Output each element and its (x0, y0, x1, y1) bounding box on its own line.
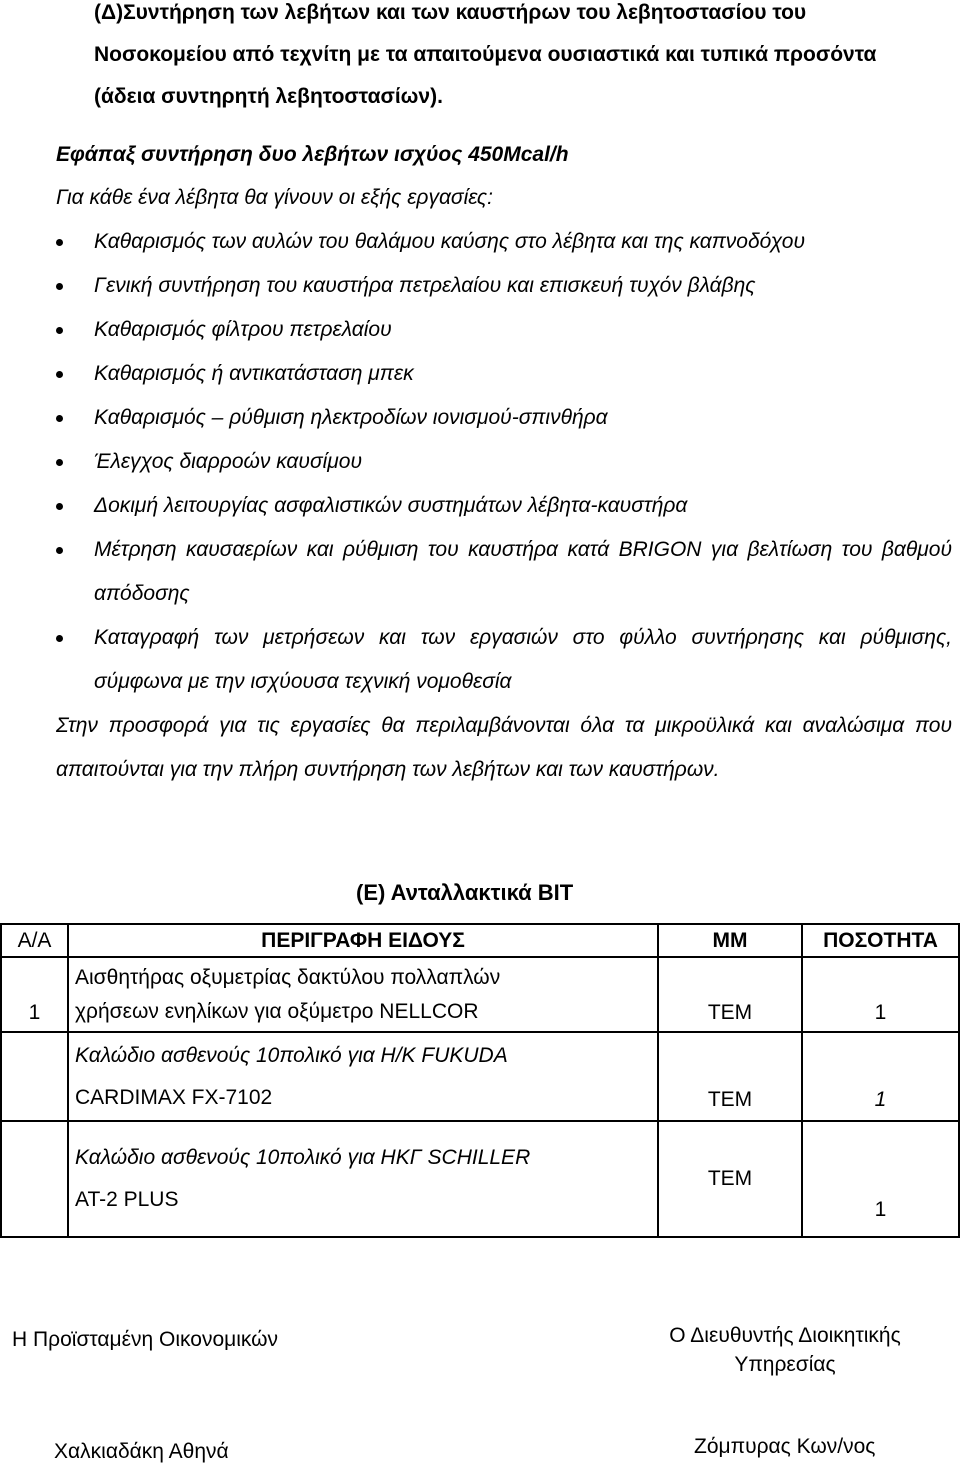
signature-left-title: Η Προϊσταμένη Οικονομικών (12, 1328, 279, 1351)
intro-line-3: (άδεια συντηρητή λεβητοστασίων). (94, 85, 443, 108)
offer-note: Στην προσφορά για τις εργασίες θα περιλαμβάνονται όλα τα μικροϋλικά και αναλώσιμα που απαιτούνται για την πλήρη συντήρηση των λεβήτων και των καυστήρων. (56, 714, 952, 781)
list-item (56, 616, 952, 704)
task-text: Γενική συντήρηση του καυστήρα πετρελαίου και επισκευή τυχόν βλάβης (94, 274, 756, 297)
task-text: Δοκιμή λειτουργίας ασφαλιστικών συστημάτων λέβητα-καυστήρα (94, 494, 688, 517)
bullet-icon (56, 327, 63, 334)
task-list (56, 220, 952, 704)
task-text: Μέτρηση καυσαερίων και ρύθμιση του καυστήρα κατά BRIGON για βελτίωση του βαθμού απόδοσης (94, 538, 952, 605)
col-header-desc: ΠΕΡΙΓΡΑΦΗ ΕΙΔΟΥΣ (68, 924, 658, 957)
list-item (56, 220, 952, 264)
cell-mm: ΤΕΜ (658, 957, 802, 1032)
desc-line: CARDIMAX FX-7102 (75, 1085, 273, 1109)
bullet-icon (56, 415, 63, 422)
signature-right-title (640, 1321, 930, 1379)
task-text: Καθαρισμός φίλτρου πετρελαίου (94, 318, 392, 341)
table-row (1, 957, 959, 1032)
cell-desc (68, 1121, 658, 1237)
signature-right-name: Ζόμπυρας Κων/νος (694, 1435, 876, 1458)
bullet-icon (56, 239, 63, 246)
desc-line: Αισθητήρας οξυμετρίας δακτύλου πολλαπλών (75, 965, 501, 989)
desc-line: χρήσεων ενηλίκων για οξύμετρο NELLCOR (75, 999, 479, 1023)
maintenance-subheading: Για κάθε ένα λέβητα θα γίνουν οι εξής εργασίες: (56, 186, 493, 209)
bullet-icon (56, 635, 63, 642)
cell-aa: 1 (1, 957, 68, 1032)
bullet-icon (56, 459, 63, 466)
cell-desc (68, 1032, 658, 1121)
intro-paragraph (94, 0, 924, 118)
maintenance-heading: Εφάπαξ συντήρηση δυο λεβήτων ισχύος 450Mcal/h (56, 143, 569, 166)
task-text: Καθαρισμός ή αντικατάσταση μπεκ (94, 362, 414, 385)
task-text: Έλεγχος διαρροών καυσίμου (94, 450, 363, 473)
cell-aa (1, 1121, 68, 1237)
signature-right-title-line-2: Υπηρεσίας (734, 1353, 836, 1376)
list-item (56, 352, 952, 396)
parts-table (0, 923, 960, 1238)
col-header-mm: ΜΜ (658, 924, 802, 957)
list-item (56, 396, 952, 440)
bullet-icon (56, 283, 63, 290)
table-header-row (1, 924, 959, 957)
list-item (56, 484, 952, 528)
col-header-qty: ΠΟΣΟΤΗΤΑ (802, 924, 959, 957)
cell-aa (1, 1032, 68, 1121)
task-text: Καθαρισμός – ρύθμιση ηλεκτροδίων ιονισμού-σπινθήρα (94, 406, 608, 429)
cell-qty: 1 (802, 957, 959, 1032)
cell-qty: 1 (802, 1032, 959, 1121)
list-item (56, 308, 952, 352)
desc-line: AT-2 PLUS (75, 1188, 179, 1211)
cell-qty: 1 (802, 1121, 959, 1237)
bullet-icon (56, 547, 63, 554)
table-row (1, 1032, 959, 1121)
col-header-aa: Α/Α (1, 924, 68, 957)
cell-mm: ΤΕΜ (658, 1121, 802, 1237)
list-item (56, 440, 952, 484)
bullet-icon (56, 503, 63, 510)
intro-line-2: Νοσοκομείου από τεχνίτη με τα απαιτούμενα ουσιαστικά και τυπικά προσόντα (94, 43, 877, 66)
list-item (56, 528, 952, 616)
task-text: Καταγραφή των μετρήσεων και των εργασιών στο φύλλο συντήρησης και ρύθμισης, σύμφωνα με την ισχύουσα τεχνική νομοθεσία (94, 626, 952, 693)
cell-desc (68, 957, 658, 1032)
signature-right-title-line-1: Ο Διευθυντής Διοικητικής (669, 1324, 901, 1347)
desc-line: Καλώδιο ασθενούς 10πολικό για ΗΚΓ SCHILLER (75, 1146, 531, 1169)
list-item (56, 264, 952, 308)
parts-title: (Ε) Ανταλλακτικά ΒΙΤ (356, 880, 574, 905)
signature-left-name: Χαλκιαδάκη Αθηνά (54, 1440, 229, 1463)
table-row (1, 1121, 959, 1237)
bullet-icon (56, 371, 63, 378)
intro-line-1: (Δ)Συντήρηση των λεβήτων και των καυστήρων του λεβητοστασίου του (94, 1, 807, 24)
task-text: Καθαρισμός των αυλών του θαλάμου καύσης στο λέβητα και της καπνοδόχου (94, 230, 806, 253)
desc-line: Καλώδιο ασθενούς 10πολικό για Η/Κ FUKUDA (75, 1043, 508, 1067)
cell-mm: ΤΕΜ (658, 1032, 802, 1121)
